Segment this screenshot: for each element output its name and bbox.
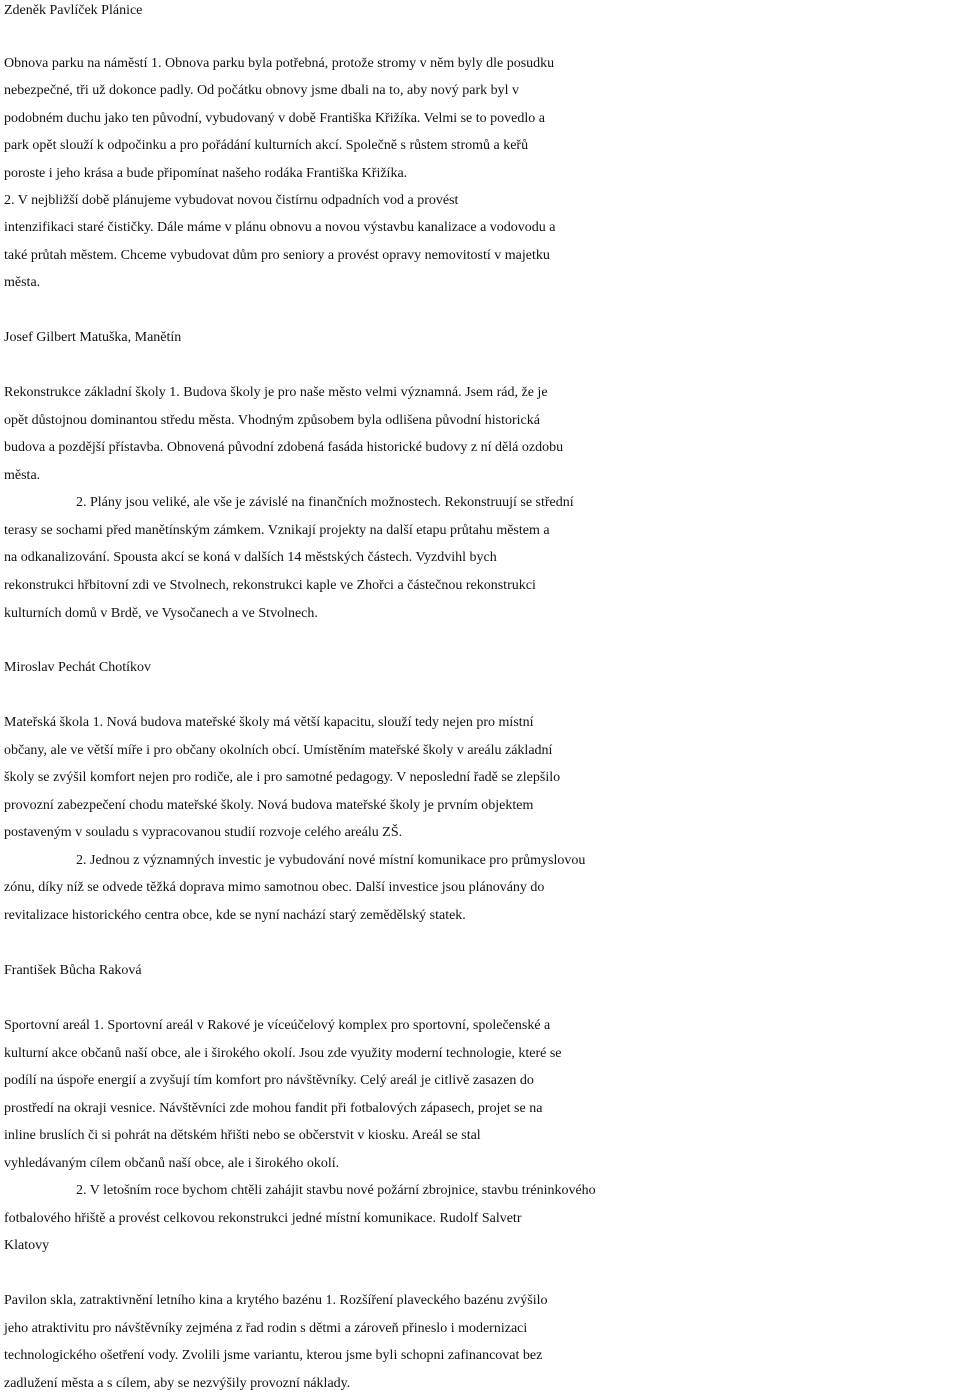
text-line: 2. V letošním roce bychom chtěli zahájit stavbu nové požární zbrojnice, stavbu tréninkového: [76, 1183, 596, 1198]
text-line: revitalizace historického centra obce, kde se nyní nachází starý zemědělský statek.: [4, 908, 466, 923]
text-line: technologického ošetření vody. Zvolili jsme variantu, kterou jsme byli schopni zafinancovat bez: [4, 1348, 543, 1363]
text-line: vyhledávaným cílem občanů naší obce, ale i širokého okolí.: [4, 1156, 340, 1171]
author-heading: Zdeněk Pavlíček Plánice: [4, 3, 143, 18]
text-line: kulturní akce občanů naší obce, ale i širokého okolí. Jsou zde využity moderní technologie, které se: [4, 1046, 562, 1061]
text-line: provozní zabezpečení chodu mateřské školy. Nová budova mateřské školy je prvním objektem: [4, 798, 534, 813]
text-line: 2. Plány jsou veliké, ale vše je závislé na finančních možnostech. Rekonstruují se střední: [76, 495, 574, 510]
text-line: budova a pozdější přístavba. Obnovená původní zdobená fasáda historické budovy z ní dělá ozdobu: [4, 440, 564, 455]
text-line: fotbalového hřiště a provést celkovou rekonstrukci jedné místní komunikace. Rudolf Salvetr: [4, 1211, 522, 1226]
text-line: rekonstrukci hřbitovní zdi ve Stvolnech, rekonstrukci kaple ve Zhořci a částečnou rekonstrukci: [4, 578, 536, 593]
text-line: opět důstojnou dominantou středu města. Vhodným způsobem byla odlišena původní historická: [4, 413, 540, 428]
text-line: Sportovní areál 1. Sportovní areál v Rakové je víceúčelový komplex pro sportovní, společenské a: [4, 1018, 551, 1033]
text-line: podobném duchu jako ten původní, vybudovaný v době Františka Křižíka. Velmi se to povedlo a: [4, 111, 545, 126]
text-line: prostředí na okraji vesnice. Návštěvníci zde mohou fandit při fotbalových zápasech, projet se na: [4, 1101, 543, 1116]
text-line: podílí na úspoře energií a zvyšují tím komfort pro návštěvníky. Celý areál je citlivě zasazen do: [4, 1073, 534, 1088]
author-heading: František Bůcha Raková: [4, 963, 142, 978]
text-line: Rekonstrukce základní školy 1. Budova školy je pro naše město velmi významná. Jsem rád, že je: [4, 385, 548, 400]
text-line: na odkanalizování. Spousta akcí se koná v dalších 14 městských částech. Vyzdvihl bych: [4, 550, 497, 565]
text-line: města.: [4, 468, 41, 483]
text-line: inline bruslích či si pohrát na dětském hřišti nebo se občerstvit v kiosku. Areál se stal: [4, 1128, 481, 1143]
text-line: jeho atraktivitu pro návštěvníky zejména z řad rodin s dětmi a zároveň přineslo i modernizaci: [4, 1321, 528, 1336]
text-line: také průtah městem. Chceme vybudovat dům pro seniory a provést opravy nemovitostí v majetku: [4, 248, 550, 263]
text-line: nebezpečné, tři už dokonce padly. Od počátku obnovy jsme dbali na to, aby nový park byl v: [4, 83, 520, 98]
text-line: kulturních domů v Brdě, ve Vysočanech a ve Stvolnech.: [4, 606, 318, 621]
text-line: zadlužení města a s cílem, aby se nezvýšily provozní náklady.: [4, 1376, 351, 1391]
text-line: zónu, díky níž se odvede těžká doprava mimo samotnou obec. Další investice jsou plánovány do: [4, 880, 545, 895]
author-heading: Josef Gilbert Matuška, Manětín: [4, 330, 182, 345]
text-line: města.: [4, 275, 41, 290]
text-line: 2. Jednou z významných investic je vybudování nové místní komunikace pro průmyslovou: [76, 853, 586, 868]
text-line: Pavilon skla, zatraktivnění letního kina a krytého bazénu 1. Rozšíření plaveckého bazénu zvýšilo: [4, 1293, 548, 1308]
text-line: poroste i jeho krása a bude připomínat našeho rodáka Františka Křižíka.: [4, 166, 408, 181]
text-line: terasy se sochami před manětínským zámkem. Vznikají projekty na další etapu průtahu městem a: [4, 523, 550, 538]
text-line: intenzifikaci staré čističky. Dále máme v plánu obnovu a novou výstavbu kanalizace a vodovodu a: [4, 220, 556, 235]
text-line: občany, ale ve větší míře i pro občany okolních obcí. Umístěním mateřské školy v areálu základní: [4, 743, 553, 758]
author-heading: Miroslav Pechát Chotíkov: [4, 660, 151, 675]
text-line: Obnova parku na náměstí 1. Obnova parku byla potřebná, protože stromy v něm byly dle posudku: [4, 56, 555, 71]
text-line: postaveným v souladu s vypracovanou studií rozvoje celého areálu ZŠ.: [4, 825, 403, 840]
text-line: školy se zvýšil komfort nejen pro rodiče, ale i pro samotné pedagogy. V neposlední řadě se zlepšilo: [4, 770, 561, 785]
text-line: park opět slouží k odpočinku a pro pořádání kulturních akcí. Společně s růstem stromů a keřů: [4, 138, 529, 153]
text-line: Mateřská škola 1. Nová budova mateřské školy má větší kapacitu, slouží tedy nejen pro místní: [4, 715, 534, 730]
text-line: Klatovy: [4, 1238, 50, 1253]
text-line: 2. V nejbližší době plánujeme vybudovat novou čistírnu odpadních vod a provést: [4, 193, 459, 208]
